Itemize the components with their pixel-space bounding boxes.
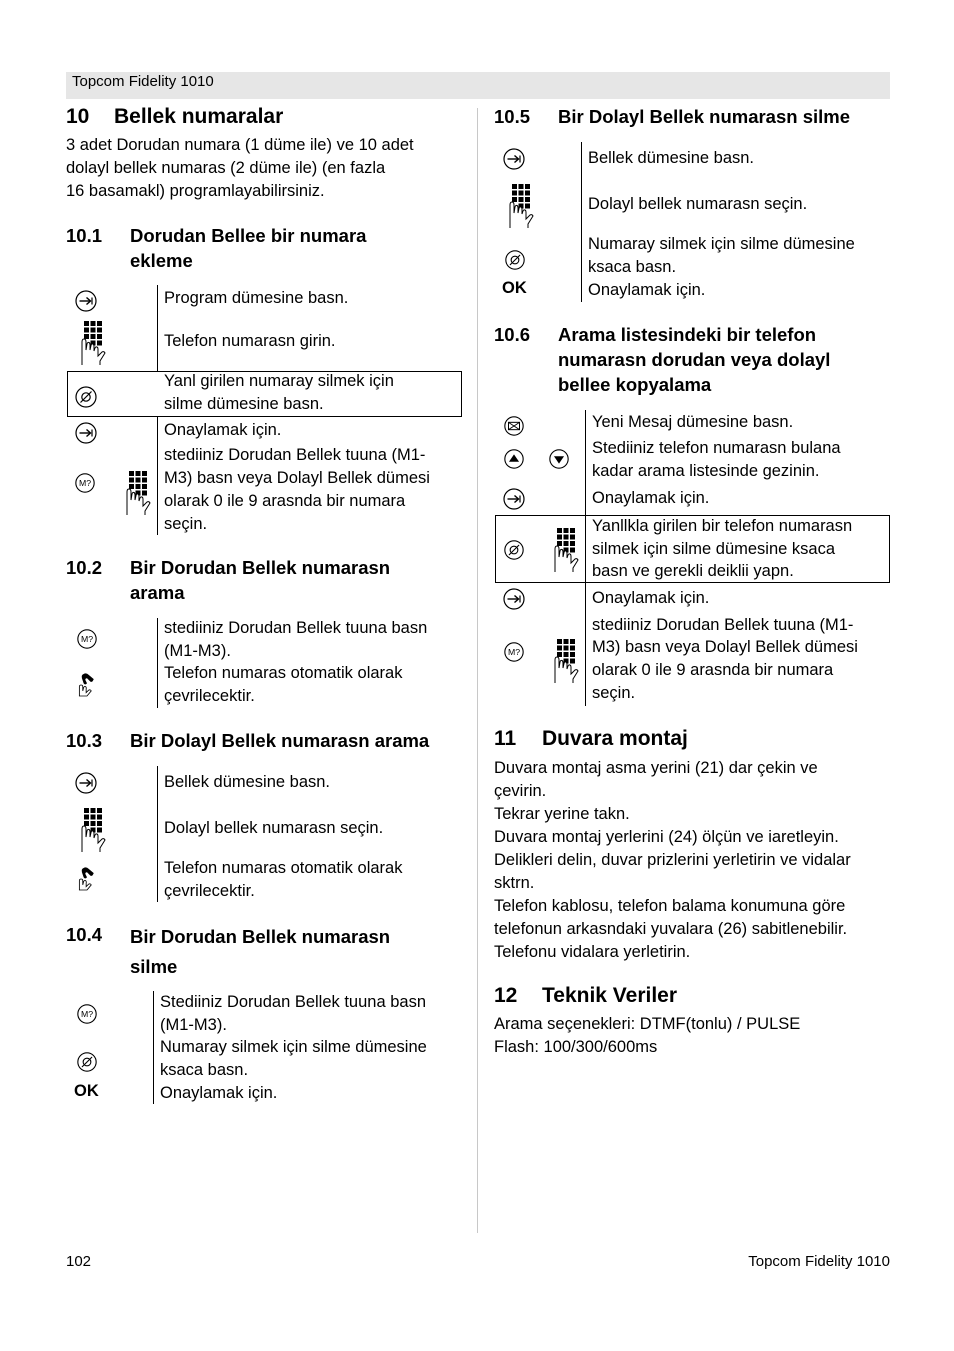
step-text: Onaylamak için. <box>164 421 282 439</box>
keypad-icon <box>80 320 106 366</box>
section-10-2-heading <box>66 555 466 607</box>
section-title: Bir Dolayl Bellek numarasn arama <box>130 730 430 751</box>
m-key-icon <box>76 628 98 650</box>
step-text: Onaylamak için. <box>592 589 710 607</box>
section-10-1-heading <box>66 223 466 275</box>
title-line: silme <box>130 956 178 977</box>
section-title <box>558 322 830 397</box>
section-number: 12 <box>494 984 518 1007</box>
step-text: olarak 0 ile 9 arasnda bir numara <box>164 492 406 510</box>
section-number: 10 <box>66 105 90 128</box>
step-text: çevrilecektir. <box>164 687 255 705</box>
section-number: 10.4 <box>66 924 103 945</box>
body-line: Tekrar yerine takn. <box>494 805 630 823</box>
step-text: Telefon numarasn girin. <box>164 332 336 350</box>
body-line: Duvara montaj yerlerini (24) ölçün ve iaretleyin. <box>494 828 839 846</box>
section-number: 10.2 <box>66 557 103 578</box>
handset-icon <box>76 864 98 894</box>
step-divider <box>585 583 586 706</box>
body-line: çevirin. <box>494 782 547 800</box>
step-text: (M1-M3). <box>164 642 231 660</box>
keypad-icon <box>508 183 534 229</box>
step-text: Numaray silmek için silme dümesine <box>588 235 855 253</box>
step-text: silme dümesine basn. <box>164 395 324 413</box>
body-line: Delikleri delin, duvar prizlerini yerletirin ve vidalar <box>494 851 851 869</box>
scroll-down-icon <box>548 448 570 470</box>
scroll-up-icon <box>503 448 525 470</box>
title-line: Bir Dorudan Bellek numarasn <box>130 557 391 578</box>
body-line: Telefonu vidalara yerletirin. <box>494 943 691 961</box>
keypad-icon <box>553 527 579 573</box>
step-text: Dolayl bellek numarasn seçin. <box>588 195 808 213</box>
step-divider <box>157 285 158 371</box>
title-line: bellee kopyalama <box>558 374 712 395</box>
title-line: arama <box>130 582 185 603</box>
step-text: olarak 0 ile 9 arasnda bir numara <box>592 661 834 679</box>
step-text: Bellek dümesine basn. <box>588 149 755 167</box>
delete-button-icon <box>504 249 526 271</box>
memory-button-icon <box>74 421 98 445</box>
m-key-icon <box>76 1003 98 1025</box>
m-key-icon <box>503 641 525 663</box>
section-title: Bellek numaralar <box>114 105 284 128</box>
memory-button-icon <box>502 147 526 171</box>
body-line: telefonun arkasndaki yuvalara (26) sabitlenebilir. <box>494 920 848 938</box>
footer-title: Topcom Fidelity 1010 <box>748 1253 890 1270</box>
section-11-body <box>494 757 894 964</box>
section-10-5-heading <box>494 104 894 130</box>
step-divider <box>157 618 158 708</box>
section-10-4-heading <box>66 922 466 982</box>
column-divider <box>477 108 478 1233</box>
step-divider <box>585 410 586 515</box>
memory-button-icon <box>502 587 526 611</box>
section-10-heading <box>66 105 283 129</box>
delete-button-icon <box>503 539 525 561</box>
delete-button-icon <box>74 385 98 409</box>
step-text: M3) basn veya Dolayl Bellek dümesi <box>164 469 430 487</box>
step-text: stediiniz Dorudan Bellek tuuna (M1- <box>164 446 426 464</box>
step-text: kadar arama listesinde gezinin. <box>592 462 820 480</box>
intro-line: 3 adet Dorudan numara (1 düme ile) ve 10 adet <box>66 136 414 154</box>
section-title: Teknik Veriler <box>542 984 678 1007</box>
page-number: 102 <box>66 1253 92 1270</box>
handset-icon <box>76 670 98 700</box>
step-text: Stediiniz telefon numarasn bulana <box>592 439 841 457</box>
step-text: (M1-M3). <box>160 1016 227 1034</box>
new-message-icon <box>503 415 525 437</box>
section-title: Duvara montaj <box>542 727 688 750</box>
step-text: çevrilecektir. <box>164 882 255 900</box>
delete-button-icon <box>76 1051 98 1073</box>
section-title <box>130 223 366 273</box>
step-text: basn ve gerekli deiklii yapn. <box>592 562 794 580</box>
body-line: Telefon kablosu, telefon balama konumuna göre <box>494 897 846 915</box>
step-divider <box>585 515 586 583</box>
section-12-heading <box>494 984 677 1008</box>
title-line: Arama listesindeki bir telefon <box>558 324 817 345</box>
section-title <box>130 555 390 605</box>
keypad-icon <box>125 470 151 516</box>
body-line: Duvara montaj asma yerini (21) dar çekin ve <box>494 759 818 777</box>
intro-line: dolayl bellek numaras (2 düme ile) (en fazla <box>66 159 386 177</box>
step-text: ksaca basn. <box>588 258 677 276</box>
step-divider <box>153 991 154 1104</box>
title-line: ekleme <box>130 250 193 271</box>
keypad-icon <box>80 807 106 853</box>
step-text: seçin. <box>164 515 208 533</box>
step-divider <box>581 142 582 302</box>
title-line: numarasn dorudan veya dolayl <box>558 349 831 370</box>
step-text: Telefon numaras otomatik olarak <box>164 859 403 877</box>
step-text: stediiniz Dorudan Bellek tuuna (M1- <box>592 616 854 634</box>
section-title <box>130 922 390 982</box>
ok-key-label: OK <box>74 1082 99 1100</box>
step-divider <box>157 766 158 902</box>
section-10-intro <box>66 134 466 203</box>
step-text: Bellek dümesine basn. <box>164 773 331 791</box>
step-text: Onaylamak için. <box>588 281 706 299</box>
step-text: Onaylamak için. <box>592 489 710 507</box>
step-divider <box>157 417 158 535</box>
step-text: Onaylamak için. <box>160 1084 278 1102</box>
section-10-6-heading <box>494 322 894 398</box>
section-number: 10.6 <box>494 324 531 345</box>
body-line: Flash: 100/300/600ms <box>494 1038 658 1056</box>
body-line: Arama seçenekleri: DTMF(tonlu) / PULSE <box>494 1015 801 1033</box>
step-text: seçin. <box>592 684 636 702</box>
step-text: stediiniz Dorudan Bellek tuuna basn <box>164 619 428 637</box>
section-10-3-heading <box>66 728 476 754</box>
section-number: 11 <box>494 727 517 750</box>
section-number: 10.3 <box>66 730 103 751</box>
step-text: Program dümesine basn. <box>164 289 349 307</box>
title-line: Dorudan Bellee bir numara <box>130 225 367 246</box>
step-text: Dolayl bellek numarasn seçin. <box>164 819 384 837</box>
ok-key-label: OK <box>502 279 527 297</box>
memory-button-icon <box>74 289 98 313</box>
step-text: Yanl girilen numaray silmek için <box>164 372 394 390</box>
intro-line: 16 basamakl) programlayabilirsiniz. <box>66 182 325 200</box>
step-text: Yanllkla girilen bir telefon numarasn <box>592 517 853 535</box>
memory-button-icon <box>502 487 526 511</box>
section-11-heading <box>494 727 688 751</box>
step-text: Stediiniz Dorudan Bellek tuuna basn <box>160 993 427 1011</box>
m-key-icon <box>74 472 96 494</box>
section-number: 10.1 <box>66 225 103 246</box>
memory-button-icon <box>74 771 98 795</box>
step-text: Yeni Mesaj dümesine basn. <box>592 413 794 431</box>
header-title: Topcom Fidelity 1010 <box>72 73 214 90</box>
step-text: silmek için silme dümesine ksaca <box>592 540 835 558</box>
step-text: M3) basn veya Dolayl Bellek dümesi <box>592 638 858 656</box>
step-text: Telefon numaras otomatik olarak <box>164 664 403 682</box>
step-text: Numaray silmek için silme dümesine <box>160 1038 427 1056</box>
section-title: Bir Dolayl Bellek numarasn silme <box>558 106 851 127</box>
body-line: sktrn. <box>494 874 535 892</box>
step-text: ksaca basn. <box>160 1061 249 1079</box>
keypad-icon <box>553 638 579 684</box>
section-number: 10.5 <box>494 106 531 127</box>
section-12-body <box>494 1013 894 1059</box>
title-line: Bir Dorudan Bellek numarasn <box>130 926 391 947</box>
